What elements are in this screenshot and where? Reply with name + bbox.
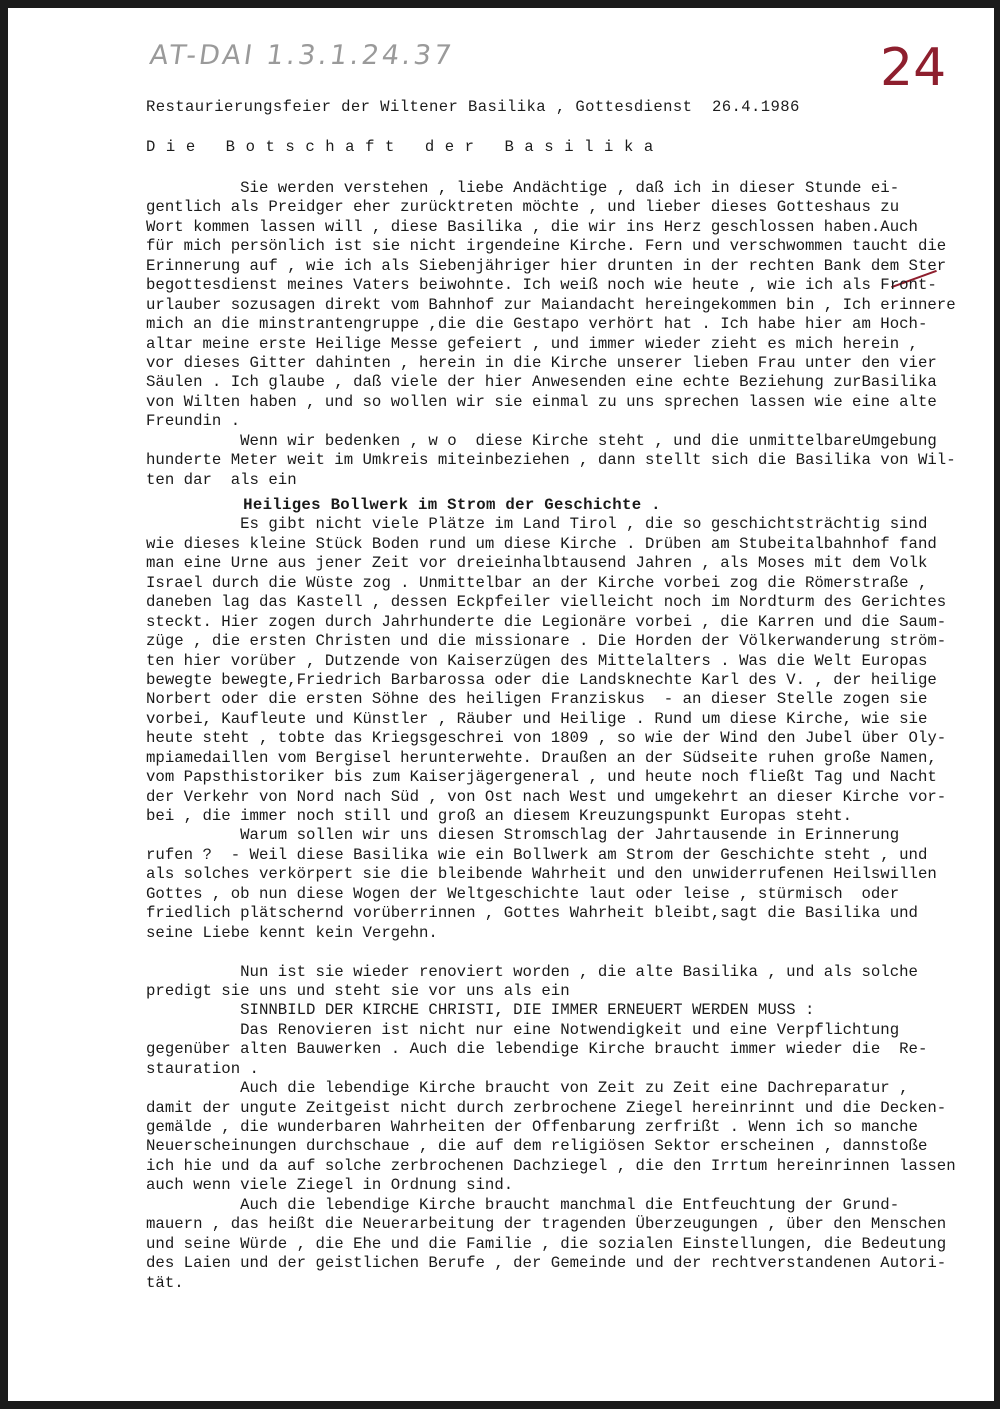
- text-line: ten hier vorüber , Dutzende von Kaiserzügen des Mittelalters . Was die Welt Europas: [146, 651, 928, 670]
- text-line: der Verkehr von Nord nach Süd , von Ost nach West und umgekehrt an dieser Kirche vor-: [146, 787, 947, 806]
- text-line: urlauber sozusagen direkt vom Bahnhof zur Maiandacht hereingekommen bin , Ich erinnere: [146, 295, 956, 314]
- text-line: vor dieses Gitter dahinten , herein in die Kirche unserer lieben Frau unter den vier: [146, 353, 937, 372]
- text-line: Auch die lebendige Kirche braucht manchmal die Entfeuchtung der Grund-: [146, 1195, 900, 1214]
- text-line: ich hie und da auf solche zerbrochenen Dachziegel , die den Irrtum hereinrinnen lassen: [146, 1156, 956, 1175]
- text-line: Freundin .: [146, 412, 241, 431]
- document-page: [8, 8, 994, 1401]
- text-line: heute steht , tobte das Kriegsgeschrei von 1809 , so wie der Wind den Jubel über Oly-: [146, 729, 947, 748]
- text-line: mauern , das heißt die Neuerarbeitung der tragenden Überzeugungen , über den Menschen: [146, 1215, 947, 1234]
- text-line: Warum sollen wir uns diesen Stromschlag der Jahrtausende in Erinnerung: [146, 826, 900, 845]
- text-line: vom Papsthistoriker bis zum Kaiserjägergeneral , und heute noch fließt Tag und Nacht: [146, 768, 937, 787]
- text-line: altar meine erste Heilige Messe gefeiert , und immer wieder zieht es mich herein ,: [146, 334, 918, 353]
- document-title-line: Restaurierungsfeier der Wiltener Basilika , Gottesdienst 26.4.1986: [146, 98, 800, 116]
- page-number: 24: [880, 38, 947, 98]
- text-line: rufen ? - Weil diese Basilika wie ein Bollwerk am Strom der Geschichte steht , und: [146, 845, 928, 864]
- text-line: Auch die lebendige Kirche braucht von Zeit zu Zeit eine Dachreparatur ,: [146, 1079, 909, 1098]
- text-line: Norbert oder die ersten Söhne des heiligen Franziskus - an dieser Stelle zogen sie: [146, 690, 928, 709]
- text-line: gentlich als Preidger eher zurücktreten möchte , und lieber dieses Gotteshaus zu: [146, 198, 900, 217]
- text-line: und seine Würde , die Ehe und die Familie , die sozialen Einstellungen, die Bedeutung: [146, 1234, 947, 1253]
- text-line: Israel durch die Wüste zog . Unmittelbar an der Kirche vorbei zog die Römerstraße ,: [146, 573, 928, 592]
- text-line: Gottes , ob nun diese Wogen der Weltgeschichte laut oder leise , stürmisch oder: [146, 884, 900, 903]
- text-line: Säulen . Ich glaube , daß viele der hier Anwesenden eine echte Beziehung zurBasilika: [146, 373, 937, 392]
- text-line: steckt. Hier zogen durch Jahrhunderte die Legionäre vorbei , die Karren und die Saum-: [146, 612, 947, 631]
- text-line: seine Liebe kennt kein Vergehn.: [146, 923, 438, 942]
- text-line: gemälde , die wunderbaren Wahrheiten der Offenbarung zerfrißt . Wenn ich so manche: [146, 1118, 918, 1136]
- text-line: hunderte Meter weit im Umkreis miteinbeziehen , dann stellt sich die Basilika von Wil-: [146, 451, 956, 470]
- text-line: begottesdienst meines Vaters beiwohnte. Ich weiß noch wie heute , wie ich als Front-: [146, 276, 937, 295]
- text-line: Heiliges Bollwerk im Strom der Geschichte .: [146, 496, 661, 514]
- text-line: bei , die immer noch still und groß an diesem Kreuzungspunkt Europas steht.: [146, 807, 853, 825]
- text-line: für mich persönlich ist sie nicht irgendeine Kirche. Fern und verschwommen taucht die: [146, 237, 947, 256]
- text-line: mpiamedaillen vom Bergisel herunterwehte. Draußen an der Südseite ruhen große Namen,: [146, 748, 937, 767]
- text-line: vorbei, Kaufleute und Künstler , Räuber und Heilige . Rund um diese Kirche, wie sie: [146, 709, 928, 728]
- text-line: Sie werden verstehen , liebe Andächtige , daß ich in dieser Stunde ei-: [146, 179, 900, 197]
- typed-body-text: [146, 179, 994, 1293]
- text-line: damit der ungute Zeitgeist nicht durch zerbrochene Ziegel hereinrinnt und die Decken-: [146, 1098, 947, 1117]
- text-line: stauration .: [146, 1059, 259, 1078]
- text-line: Wenn wir bedenken , w o diese Kirche steht , und die unmittelbareUmgebung: [146, 431, 937, 450]
- text-line: ten dar als ein: [146, 470, 297, 489]
- text-line: Es gibt nicht viele Plätze im Land Tirol , die so geschichtsträchtig sind: [146, 515, 928, 534]
- text-line: Nun ist sie wieder renoviert worden , die alte Basilika , und als solche: [146, 962, 918, 981]
- archive-reference: AT-DAI 1.3.1.24.37: [147, 40, 457, 71]
- text-line: wie dieses kleine Stück Boden rund um diese Kirche . Drüben am Stubeitalbahnhof fand: [146, 534, 937, 553]
- document-subtitle: D i e B o t s c h a f t d e r B a s i l i k a: [146, 138, 654, 156]
- text-line: tät.: [146, 1273, 184, 1292]
- text-line: predigt sie uns und steht sie vor uns als ein: [146, 981, 570, 1000]
- text-line: daneben lag das Kastell , dessen Eckpfeiler vielleicht noch im Nordturm des Gerichtes: [146, 593, 947, 612]
- text-line: mich an die minstrantengruppe ,die die Gestapo verhört hat . Ich habe hier am Hoch-: [146, 315, 928, 334]
- text-line: Das Renovieren ist nicht nur eine Notwendigkeit und eine Verpflichtung: [146, 1020, 900, 1039]
- text-line: SINNBILD DER KIRCHE CHRISTI, DIE IMMER ERNEUERT WERDEN MUSS :: [146, 1001, 815, 1020]
- text-line: Wort kommen lassen will , diese Basilika , die wir ins Herz geschlossen haben.Auch: [146, 217, 918, 236]
- text-line: gegenüber alten Bauwerken . Auch die lebendige Kirche braucht immer wieder die Re-: [146, 1040, 928, 1059]
- text-line: züge , die ersten Christen und die missionare . Die Horden der Völkerwanderung ström-: [146, 632, 947, 651]
- text-line: des Laien und der geistlichen Berufe , der Gemeinde und der rechtverstandenen Autori-: [146, 1254, 947, 1273]
- text-line: friedlich plätschernd vorüberrinnen , Gottes Wahrheit bleibt,sagt die Basilika und: [146, 904, 918, 923]
- text-line: Erinnerung auf , wie ich als Siebenjähriger hier drunten in der rechten Bank dem Ster: [146, 256, 947, 275]
- text-line: [146, 943, 994, 962]
- text-line: von Wilten haben , und so wollen wir sie einmal zu uns sprechen lassen wie eine alte: [146, 392, 937, 411]
- text-line: man eine Urne aus jener Zeit vor dreieinhalbtausend Jahren , als Moses mit dem Volk: [146, 554, 928, 573]
- text-line: Neuerscheinungen durchschaue , die auf dem religiösen Sektor erscheinen , dannstoße: [146, 1137, 928, 1156]
- text-line: bewegte bewegte,Friedrich Barbarossa oder die Landsknechte Karl des V. , der heilige: [146, 670, 937, 689]
- text-line: als solches verkörpert sie die bleibende Wahrheit und den unwiderrufenen Heilswillen: [146, 865, 937, 884]
- text-line: auch wenn viele Ziegel in Ordnung sind.: [146, 1176, 514, 1195]
